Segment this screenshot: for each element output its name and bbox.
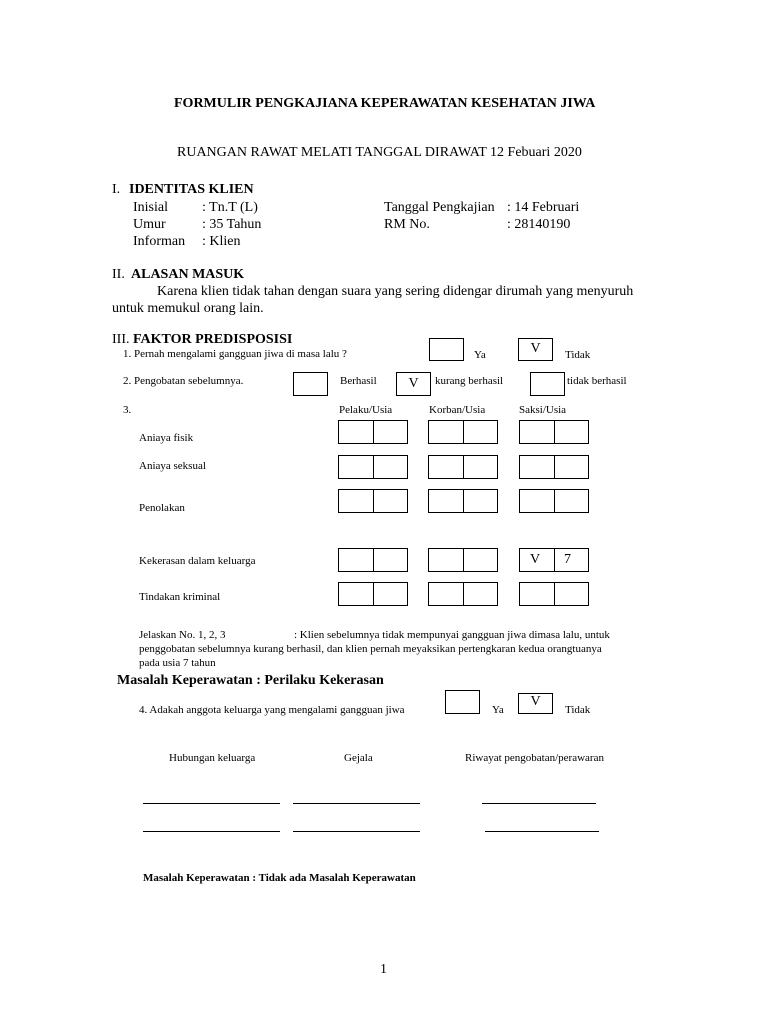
col-korban: Korban/Usia	[429, 404, 486, 416]
document-title: FORMULIR PENGKAJIANA KEPERAWATAN KESEHATAN JIWA	[174, 96, 596, 111]
section2-heading: ALASAN MASUK	[131, 267, 245, 282]
saksi-aniaya-seksual[interactable]	[519, 455, 589, 479]
page-number: 1	[380, 962, 387, 977]
inisial-value: : Tn.T (L)	[202, 200, 258, 215]
informan-value: : Klien	[202, 234, 241, 249]
rm-no-value: : 28140190	[507, 217, 571, 232]
jelaskan-label: Jelaskan No. 1, 2, 3	[139, 629, 226, 641]
blank-line[interactable]	[485, 831, 599, 832]
korban-tindakan-kriminal[interactable]	[428, 582, 498, 606]
korban-aniaya-fisik[interactable]	[428, 420, 498, 444]
q1-tidak-checkbox[interactable]: V	[518, 338, 553, 361]
row-label-penolakan: Penolakan	[139, 502, 185, 514]
masalah-keperawatan-2: Masalah Keperawatan : Tidak ada Masalah Keperawatan	[143, 872, 416, 884]
inisial-label: Inisial	[133, 200, 168, 215]
col-pelaku: Pelaku/Usia	[339, 404, 393, 416]
saksi-aniaya-fisik[interactable]	[519, 420, 589, 444]
blank-line[interactable]	[482, 803, 596, 804]
q1-ya-checkbox[interactable]	[429, 338, 464, 361]
pelaku-tindakan-kriminal[interactable]	[338, 582, 408, 606]
blank-line[interactable]	[293, 831, 420, 832]
q4-tidak-label: Tidak	[565, 704, 591, 716]
q4-ya-checkbox[interactable]	[445, 690, 480, 714]
q3-number: 3.	[123, 404, 132, 416]
saksi-tindakan-kriminal[interactable]	[519, 582, 589, 606]
jelaskan-line2: penggobatan sebelumnya kurang berhasil, dan klien pernah meyaksikan pertengkaran kedua orangtuanya	[139, 643, 602, 655]
masalah-keperawatan-1: Masalah Keperawatan : Perilaku Kekerasan	[117, 673, 384, 688]
saksi-penolakan[interactable]	[519, 489, 589, 513]
korban-aniaya-seksual[interactable]	[428, 455, 498, 479]
jelaskan-line1: : Klien sebelumnya tidak mempunyai gangguan jiwa dimasa lalu, untuk	[294, 629, 610, 641]
q1-tidak-label: Tidak	[565, 349, 591, 361]
jelaskan-line3: pada usia 7 tahun	[139, 657, 216, 669]
row-label-aniaya-fisik: Aniaya fisik	[139, 432, 194, 444]
rm-no-label: RM No.	[384, 217, 430, 232]
col-gejala: Gejala	[344, 752, 373, 764]
pelaku-aniaya-seksual[interactable]	[338, 455, 408, 479]
tanggal-pengkajian-value: : 14 Februari	[507, 200, 580, 215]
pelaku-aniaya-fisik[interactable]	[338, 420, 408, 444]
section2-number: II.	[112, 267, 125, 282]
document-subtitle: RUANGAN RAWAT MELATI TANGGAL DIRAWAT 12 Febuari 2020	[177, 145, 582, 160]
q4-ya-label: Ya	[492, 704, 504, 716]
pelaku-kekerasan-keluarga[interactable]	[338, 548, 408, 572]
section3-heading: FAKTOR PREDISPOSISI	[133, 332, 293, 347]
tanggal-pengkajian-label: Tanggal Pengkajian	[384, 200, 495, 215]
q4-text: 4. Adakah anggota keluarga yang mengalami gangguan jiwa	[139, 704, 405, 716]
q2-kurang-berhasil-checkbox[interactable]: V	[396, 372, 431, 396]
section1-heading: IDENTITAS KLIEN	[129, 182, 254, 197]
korban-penolakan[interactable]	[428, 489, 498, 513]
row-label-kekerasan-keluarga: Kekerasan dalam keluarga	[139, 555, 256, 567]
umur-value: : 35 Tahun	[202, 217, 262, 232]
alasan-line2: untuk memukul orang lain.	[112, 301, 264, 316]
alasan-line1: Karena klien tidak tahan dengan suara yang sering didengar dirumah yang menyuruh	[157, 284, 634, 299]
q4-tidak-checkbox[interactable]: V	[518, 693, 553, 714]
q2-tidak-berhasil-label: tidak berhasil	[567, 375, 627, 387]
q2-kurang-berhasil-label: kurang berhasil	[435, 375, 504, 387]
row-label-aniaya-seksual: Aniaya seksual	[139, 460, 206, 472]
q2-text: 2. Pengobatan sebelumnya.	[123, 375, 244, 387]
section1-number: I.	[112, 182, 121, 197]
q2-tidak-berhasil-checkbox[interactable]	[530, 372, 565, 396]
q1-ya-label: Ya	[474, 349, 486, 361]
korban-kekerasan-keluarga[interactable]	[428, 548, 498, 572]
col-hubungan-keluarga: Hubungan keluarga	[169, 752, 256, 764]
row-label-tindakan-kriminal: Tindakan kriminal	[139, 591, 221, 603]
saksi-kekerasan-mark: V	[530, 552, 541, 567]
section3-number: III.	[112, 332, 130, 347]
umur-label: Umur	[133, 217, 166, 232]
q2-berhasil-label: Berhasil	[340, 375, 377, 387]
saksi-kekerasan-keluarga[interactable]	[519, 548, 589, 572]
col-saksi: Saksi/Usia	[519, 404, 567, 416]
blank-line[interactable]	[143, 831, 280, 832]
informan-label: Informan	[133, 234, 186, 249]
col-riwayat: Riwayat pengobatan/perawaran	[465, 752, 604, 764]
blank-line[interactable]	[293, 803, 420, 804]
q2-berhasil-checkbox[interactable]	[293, 372, 328, 396]
pelaku-penolakan[interactable]	[338, 489, 408, 513]
blank-line[interactable]	[143, 803, 280, 804]
saksi-kekerasan-age: 7	[564, 552, 571, 567]
q1-text: 1. Pernah mengalami gangguan jiwa di masa lalu ?	[123, 348, 347, 360]
